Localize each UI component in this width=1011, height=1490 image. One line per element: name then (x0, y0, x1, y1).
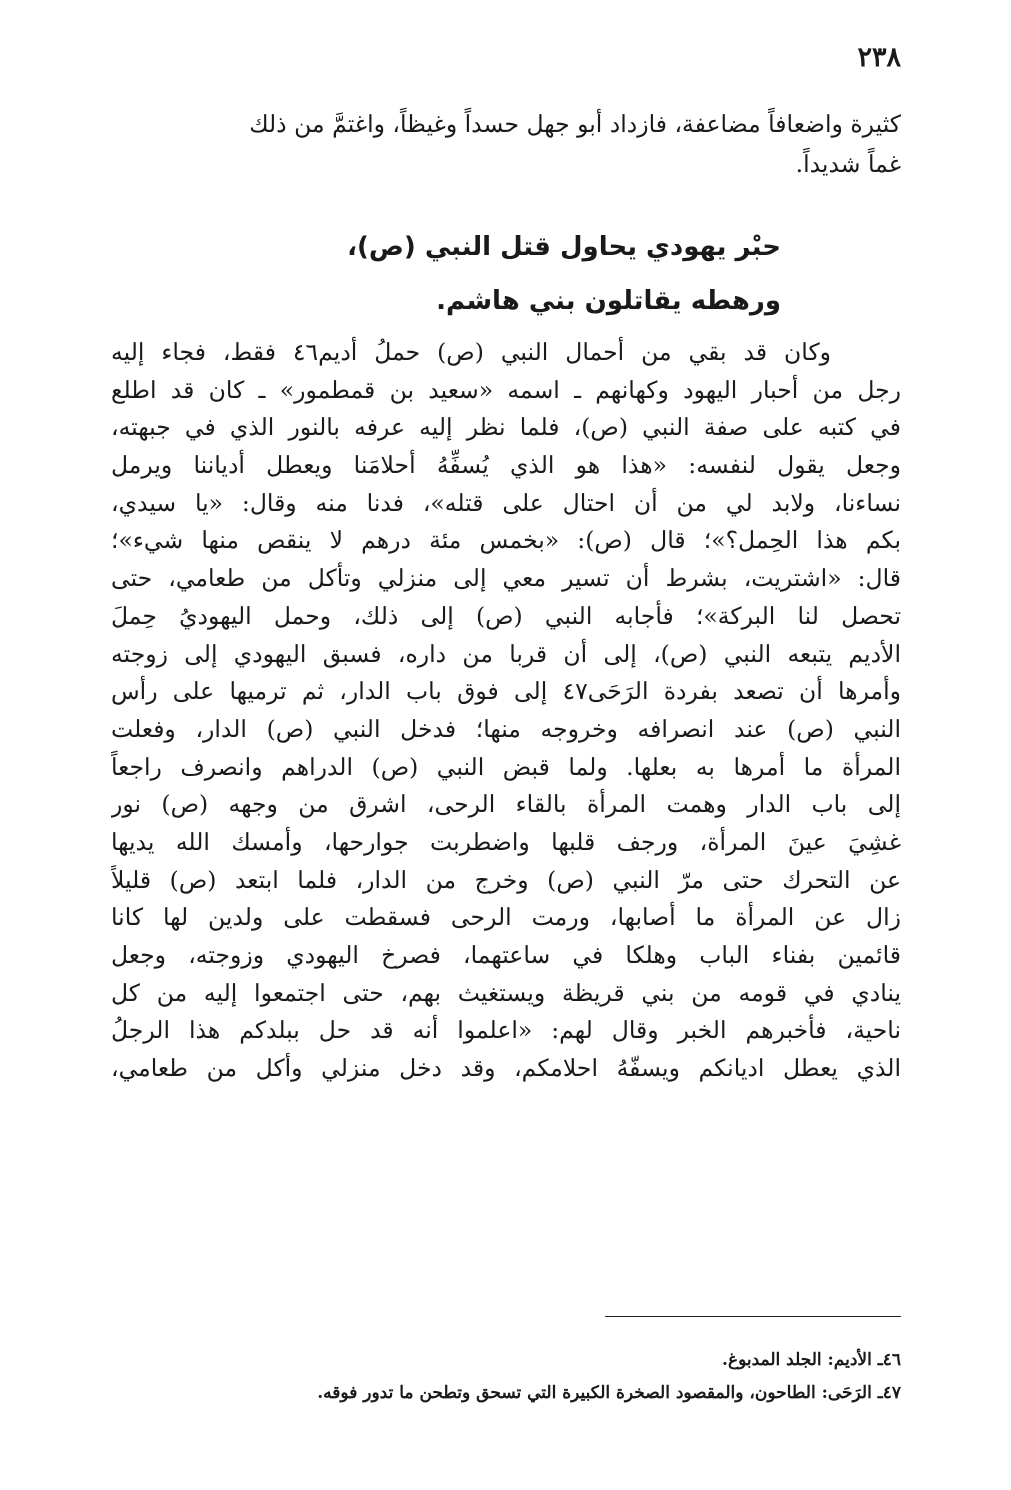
section-heading-line-2: ورهطه يقاتلون بني هاشم. (436, 286, 781, 316)
body-line: وأمرها أن تصعد بفردة الرَحَى٤٧ إلى فوق باب الدار، ثم ترميها على رأس (111, 677, 901, 706)
body-line: المرأة ما أمرها به بعلها. ولما قبض النبي (ص) الدراهم وانصرف راجعاً (111, 752, 901, 781)
section-heading (221, 220, 781, 328)
body-line: إلى باب الدار وهمت المرأة بالقاء الرحى، اشرق من وجهه (ص) نور (111, 790, 901, 819)
body-line: قال: «اشتريت، بشرط أن تسير معي إلى منزلي وتأكل من طعامي، حتى (111, 564, 901, 593)
section-heading-line-1: حبْر يهودي يحاول قتل النبي (ص)، (347, 232, 781, 262)
footnotes (101, 1344, 901, 1410)
body-line: في كتبه على صفة النبي (ص)، فلما نظر إليه عرفه بالنور الذي في جبهته، (111, 413, 901, 442)
body-line: الأديم يتبعه النبي (ص)، إلى أن قربا من داره، فسبق اليهودي إلى زوجته (111, 639, 901, 668)
body-paragraph (111, 334, 901, 1088)
body-line: ناحية، فأخبرهم الخبر وقال لهم: «اعلموا أنه قد حل ببلدكم هذا الرجلُ (111, 1016, 901, 1045)
footnote-46: ٤٦ـ الأديم: الجلد المدبوغ. (722, 1350, 901, 1370)
footnote-separator (605, 1316, 901, 1317)
body-line: رجل من أحبار اليهود وكهانهم ـ اسمه «سعيد بن قمطمور» ـ كان قد اطلع (111, 375, 901, 404)
body-line: وكان قد بقي من أحمال النبي (ص) حملُ أديم٤٦ فقط، فجاء إليه (111, 338, 831, 366)
body-line: عن التحرك حتى مرّ النبي (ص) وخرج من الدار، فلما ابتعد (ص) قليلاً (111, 865, 901, 894)
intro-line: غماً شديداً. (795, 150, 901, 178)
body-line: وجعل يقول لنفسه: «هذا هو الذي يُسفِّهُ أحلامَنا ويعطل أدياننا ويرمل (111, 451, 901, 480)
footnote-47: ٤٧ـ الرَحَى: الطاحون، والمقصود الصخرة الكبيرة التي تسحق وتطحن ما تدور فوقه. (317, 1383, 901, 1403)
body-line: زال عن المرأة ما أصابها، ورمت الرحى فسقطت على ولدين لها كانا (111, 903, 901, 932)
body-line: الذي يعطل اديانكم ويسفّهُ احلامكم، وقد دخل منزلي وأكل من طعامي، (111, 1054, 901, 1083)
body-line: قائمين بفناء الباب وهلكا في ساعتهما، فصرخ اليهودي وزوجته، وجعل (111, 941, 901, 969)
page-number: ٢٣٨ (857, 42, 901, 73)
body-line: غشِيَ عينَ المرأة، ورجف قلبها واضطربت جوارحها، وأمسك الله يديها (111, 827, 901, 856)
intro-paragraph (111, 104, 901, 184)
body-line: النبي (ص) عند انصرافه وخروجه منها؛ فدخل النبي (ص) الدار، وفعلت (111, 714, 901, 743)
body-line: بكم هذا الحِمل؟»؛ قال (ص): «بخمس مئة درهم لا ينقص منها شيء»؛ (111, 526, 901, 555)
body-line: تحصل لنا البركة»؛ فأجابه النبي (ص) إلى ذلك، وحمل اليهوديُ حِملَ (111, 601, 901, 630)
body-line: ينادي في قومه من بني قريظة ويستغيث بهم، حتى اجتمعوا إليه من كل (111, 978, 901, 1007)
body-line: نساءنا، ولابد لي من أن احتال على قتله»، فدنا منه وقال: «يا سيدي، (111, 488, 901, 517)
intro-line: كثيرة واضعافاً مضاعفة، فازداد أبو جهل حسداً وغيظاً، واغتمَّ من ذلك (249, 110, 901, 138)
